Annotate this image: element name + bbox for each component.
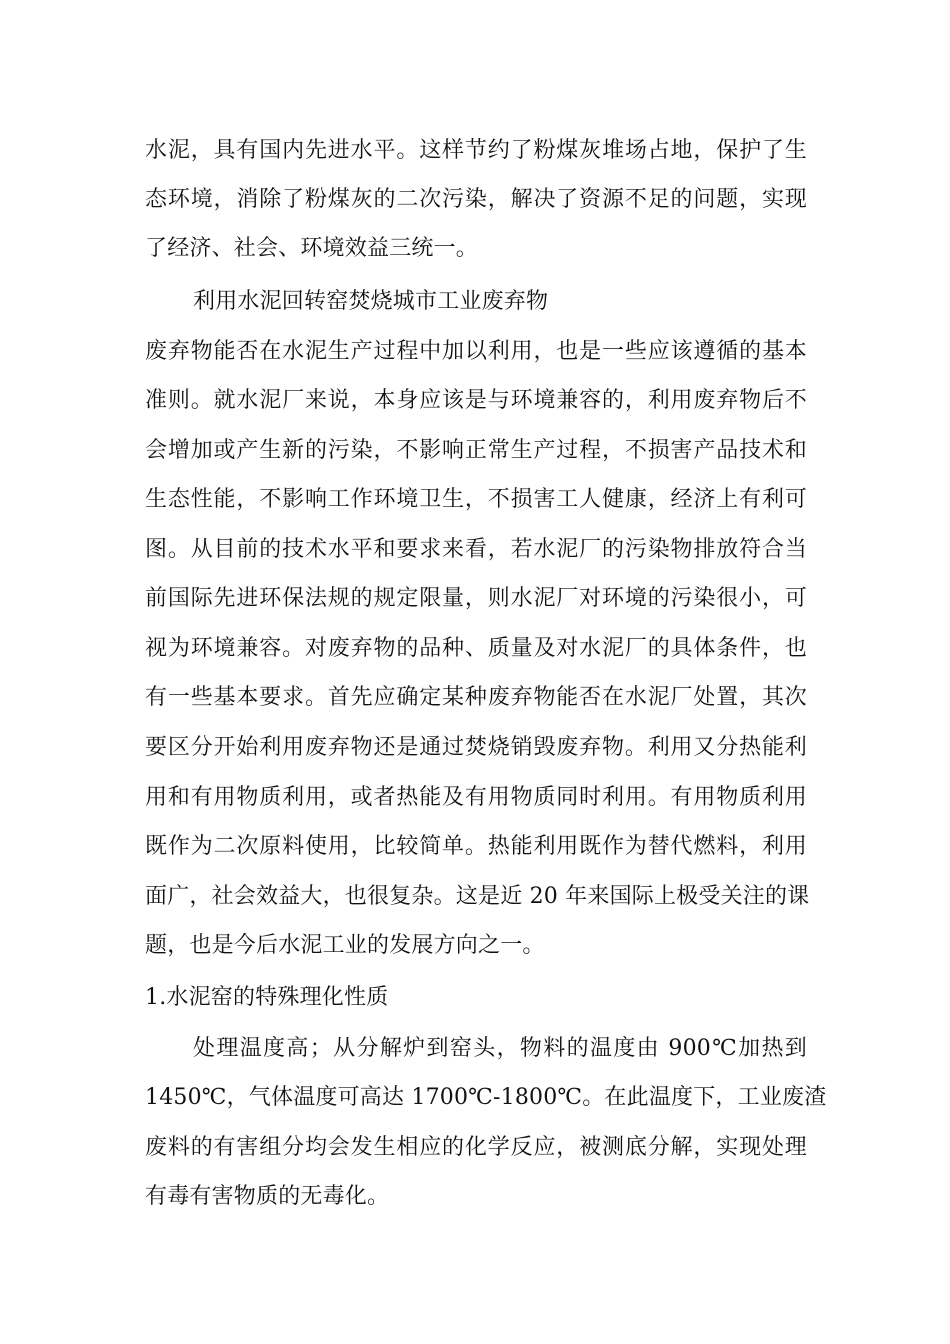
paragraph-line: 准则。就水泥厂来说，本身应该是与环境兼容的，利用废弃物后不 bbox=[145, 388, 807, 413]
paragraph-line: 水泥，具有国内先进水平。这样节约了粉煤灰堆场占地，保护了生 bbox=[145, 138, 807, 163]
paragraph-line: 了经济、社会、环境效益三统一。 bbox=[145, 236, 479, 261]
paragraph-line: 生态性能，不影响工作环境卫生，不损害工人健康，经济上有利可 bbox=[145, 487, 807, 512]
paragraph-line: 有毒有害物质的无毒化。 bbox=[145, 1184, 390, 1209]
paragraph-line: 态环境，消除了粉煤灰的二次污染，解决了资源不足的问题，实现 bbox=[145, 187, 807, 212]
section-heading: 利用水泥回转窑焚烧城市工业废弃物 bbox=[193, 289, 549, 314]
paragraph-line: 既作为二次原料使用，比较简单。热能利用既作为替代燃料，利用 bbox=[145, 834, 807, 859]
paragraph-line: 面广，社会效益大，也很复杂。这是近 20 年来国际上极受关注的课 bbox=[145, 884, 810, 909]
paragraph-line: 1450℃，气体温度可高达 1700℃-1800℃。在此温度下，工业废渣 bbox=[145, 1085, 827, 1110]
paragraph-line: 有一些基本要求。首先应确定某种废弃物能否在水泥厂处置，其次 bbox=[145, 685, 807, 710]
paragraph-line: 视为环境兼容。对废弃物的品种、质量及对水泥厂的具体条件，也 bbox=[145, 636, 807, 661]
paragraph-line: 废弃物能否在水泥生产过程中加以利用，也是一些应该遵循的基本 bbox=[145, 339, 807, 364]
paragraph-line: 要区分开始利用废弃物还是通过焚烧销毁废弃物。利用又分热能利 bbox=[145, 735, 807, 760]
paragraph-line: 前国际先进环保法规的规定限量，则水泥厂对环境的污染很小，可 bbox=[145, 586, 807, 611]
paragraph-line: 会增加或产生新的污染，不影响正常生产过程，不损害产品技术和 bbox=[145, 438, 807, 463]
paragraph-line: 废料的有害组分均会发生相应的化学反应，被测底分解，实现处理 bbox=[145, 1135, 807, 1160]
paragraph-line: 用和有用物质利用，或者热能及有用物质同时利用。有用物质利用 bbox=[145, 785, 807, 810]
paragraph-line: 题，也是今后水泥工业的发展方向之一。 bbox=[145, 933, 545, 958]
numbered-heading: 1.水泥窑的特殊理化性质 bbox=[145, 985, 389, 1010]
paragraph-line: 处理温度高；从分解炉到窑头，物料的温度由 900℃加热到 bbox=[193, 1036, 807, 1061]
paragraph-line: 图。从目前的技术水平和要求来看，若水泥厂的污染物排放符合当 bbox=[145, 537, 807, 562]
